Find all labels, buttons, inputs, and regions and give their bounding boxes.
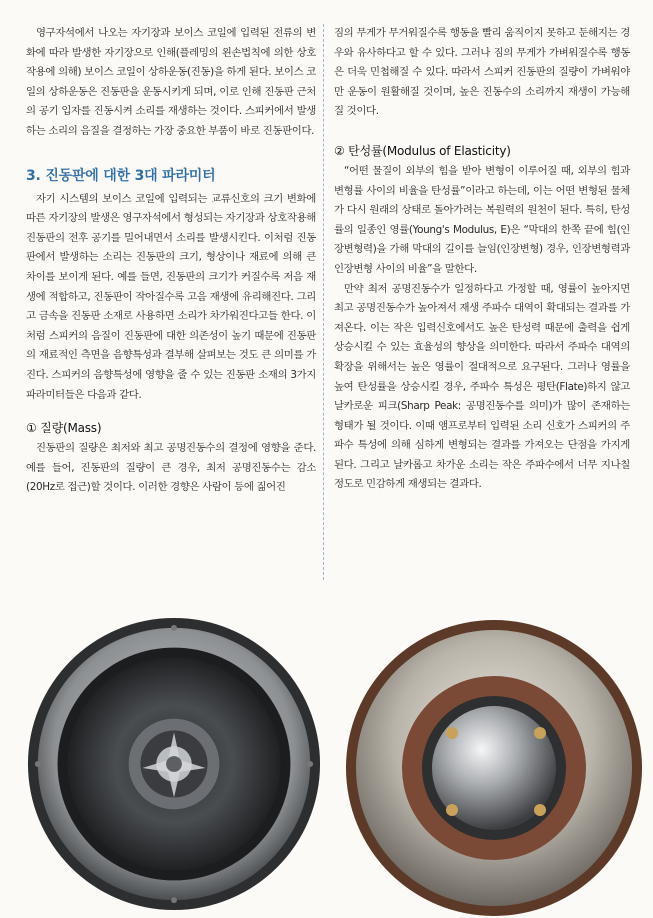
- mass-paragraph: 진동판의 질량은 최저와 최고 공명진동수의 결정에 영향을 준다. 예를 들어, 진동판의 질량이 큰 경우, 최저 공명진동수는 감소(20Hz로 접근)할 것이다. 이러한 경향은 사람이 등에 짊어진: [26, 442, 316, 494]
- subheading-elasticity: ② 탄성률(Modulus of Elasticity): [334, 143, 511, 158]
- intro-paragraph: 영구자석에서 나오는 자기장과 보이스 코일에 입력된 전류의 변화에 따라 발생한 자기장으로 인해(플레밍의 왼손법칙에 의한 상호작용에 의해) 보이스 코일이 상하운동(진동)을 하게 된다. 보이스 코일의 상하운동은 진동판을 운동시키게 되며, 이로 인해 진동판 근처의 공기 입자를 진동시켜 소리를 재생하는 것이다. 스피커에서 발생하는 소리의 음질을 결정하는 가장 중요한 부품이 바로 진동판이다.: [26, 27, 316, 137]
- dome-tweeter-photo: [344, 618, 644, 918]
- left-column: [26, 24, 316, 498]
- column-divider: [323, 24, 324, 580]
- youngs-modulus-paragraph: 만약 최저 공명진동수가 일정하다고 가정할 때, 영률이 높아지면 최고 공명진동수가 높아져서 재생 주파수 대역이 확대되는 결과를 가져온다. 이는 작은 입력신호에서도 높은 탄성력 때문에 출력을 쉽게 상승시킬 수 있는 효율성의 향상을 의미한다. 따라서 주파수 대역의 확장을 위해서는 높은 영률이 절대적으로 요구된다. 그러나 영률을 높여 탄성률을 상승시킬 경우, 주파수 특성은 평탄(Flate)하지 않고 날카로운 피크(Sharp Peak: 공명진동수를 의미)가 많이 존재하는 형태가 될 것이다. 이때 앰프로부터 입력된 소리 신호가 스피커의 주파수 특성에 의해 심하게 변형되는 결과를 가져오는 단점을 가지게 된다. 그리고 날카롭고 차가운 소리는 작은 주파수에서 너무 지나칠 정도로 민감하게 재생되는 결과다.: [334, 282, 630, 491]
- parameters-paragraph: 자기 시스템의 보이스 코일에 입력되는 교류신호의 크기 변화에 따른 자기장의 발생은 영구자석에서 형성되는 자기장과 상호작용해 진동판의 전후 공기를 밀어내면서 소리를 발생시킨다. 이처럼 진동판에서 발생하는 소리는 진동판의 크기, 형상이나 재료에 의해 큰 차이를 보이게 된다. 예를 들면, 진동판의 크기가 커질수록 저음 재생에 적합하고, 진동판이 작아질수록 고음 재생에 유리해진다. 그리고 금속을 진동판 소재로 사용하면 소리가 차가워진다고들 한다. 이처럼 스피커의 음질이 진동판에 대한 의존성이 높기 때문에 진동판의 재료적인 측면을 음향특성과 결부해 살펴보는 것도 큰 의미를 가진다. 스피커의 음향특성에 영향을 줄 수 있는 진동판 소재의 3가지 파라미터들은 다음과 같다.: [26, 192, 316, 401]
- mass-paragraph-continued: 짐의 무게가 무거워질수록 행동을 빨리 움직이지 못하고 둔해지는 경우와 유사하다고 할 수 있다. 그러나 짐의 무게가 가벼워질수록 행동은 더욱 민첩해질 수 있다. 따라서 스피커 진동판의 질량이 가벼워야만 운동이 원활해질 것이며, 높은 진동수의 소리까지 재생이 가능해질 것이다.: [334, 27, 630, 118]
- section-title: 3. 진동판에 대한 3대 파라미터: [26, 167, 216, 184]
- coaxial-speaker-photo: [26, 616, 322, 912]
- elasticity-paragraph: “어떤 물질이 외부의 힘을 받아 변형이 이루어질 때, 외부의 힘과 변형률 사이의 비율을 탄성률”이라고 하는데, 이는 어떤 변형된 물체가 다시 원래의 상태로 돌아가려는 복원력의 원천이 된다. 특히, 탄성률의 일종인 영률(Young's Modulus, E)은 “막대의 한쪽 끝에 힘(인장변형력)을 가해 막대의 길이를 늘임(인장변형) 경우, 인장변형력과 인장변형 사이의 비율”을 말한다.: [334, 164, 630, 275]
- speaker-photos: [0, 590, 653, 905]
- subheading-mass: ① 질량(Mass): [26, 421, 102, 436]
- right-column: [334, 24, 630, 495]
